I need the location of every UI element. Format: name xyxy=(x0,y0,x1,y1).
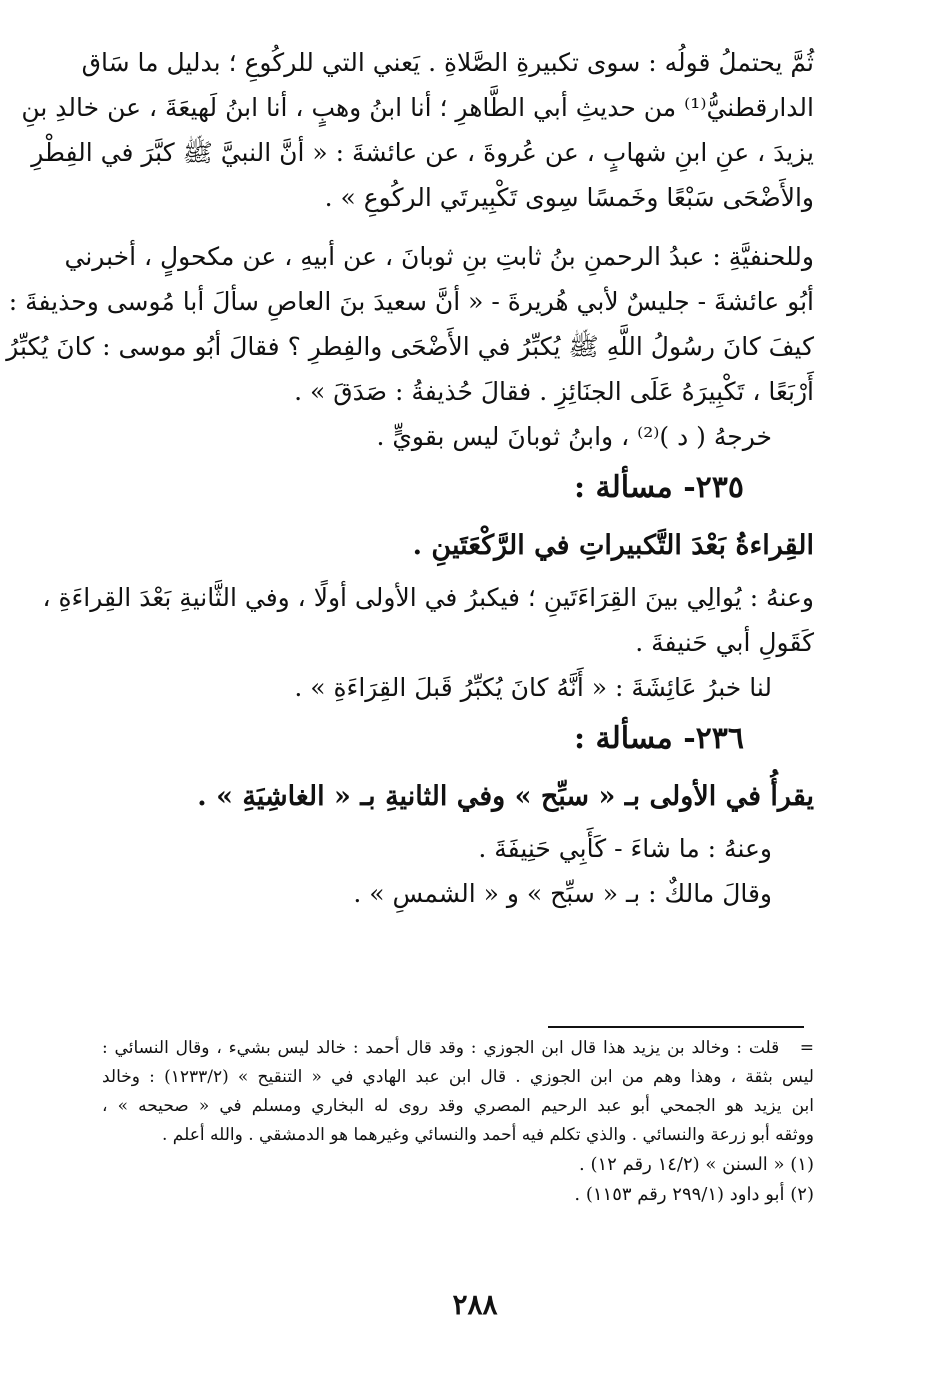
continuation-mark: = xyxy=(799,1038,814,1058)
issue-235-title: القِراءةُ بَعْدَ التَّكبيراتِ في الرَّكْعَتَينِ . xyxy=(412,530,814,561)
issue-236-text xyxy=(102,826,814,916)
text-line: أَرْبَعًا ، تَكْبِيرَهُ عَلَى الجنَائِزِ . فقالَ حُذيفةُ : صَدَقَ » . xyxy=(294,377,814,406)
issue-235-number: ٢٣٥- مسألة : xyxy=(574,470,744,505)
issue-235-text xyxy=(42,575,814,665)
issue-236-title: يقرأُ في الأولى بـ « سبِّح » وفي الثانيةِ بـ « الغاشِيَةِ » . xyxy=(197,781,814,812)
footnote-line: ابن يزيد هو الجمحي أبو عبد الرحيم المصري وقد روى له البخاري ومسلم في « صحيحه » ، xyxy=(102,1096,814,1116)
main-text xyxy=(6,40,814,916)
footnote-continuation xyxy=(102,1034,814,1150)
footnote-separator xyxy=(548,1026,804,1028)
footnote-line: ووثقه أبو زرعة والنسائي . والذي تكلم فيه أحمد والنسائي وغيرهما هو الدمشقي . والله أعلم . xyxy=(161,1125,814,1145)
footnote-1: (١) « السنن » (١٤/٢ رقم ١٢) . xyxy=(579,1154,814,1175)
text-line: كَقَولِ أبي حَنيفةَ . xyxy=(635,628,814,657)
text-line: وقالَ مالكٌ : بـ « سبِّح » و « الشمسِ » . xyxy=(353,879,772,908)
paragraph-3 xyxy=(102,414,814,459)
paragraph-2 xyxy=(6,234,814,414)
text-line: يزيدَ ، عنِ ابنِ شهابٍ ، عن عُروةَ ، عن عائشةَ : « أنَّ النبيَّ ﷺ كبَّرَ في الفِطْرِ xyxy=(31,138,814,167)
text-line: خرجهُ ( د )⁽²⁾ ، وابنُ ثوبانَ ليس بقويٍّ . xyxy=(376,422,772,451)
issue-235-proof xyxy=(102,665,814,710)
paragraph-1 xyxy=(21,40,814,220)
text-line: لنا خبرُ عَائِشَةَ : « أَنَّهُ كانَ يُكبِّرُ قَبلَ القِرَاءَةِ » . xyxy=(294,673,772,702)
footnote-line: = قلت : وخالد بن يزيد هذا قال ابن الجوزي : وقد قال أحمد : خالد ليس بشيء ، وقال النسائي : xyxy=(102,1038,814,1058)
text-line: وللحنفيَّةِ : عبدُ الرحمنِ بنُ ثابتِ بنِ ثوبانَ ، عن أبيهِ ، عن مكحولٍ ، أخبرني xyxy=(64,242,814,271)
footnote-2: (٢) أبو داود (٢٩٩/١ رقم ١١٥٣) . xyxy=(574,1184,814,1205)
text-line: وعنهُ : يُوالِي بينَ القِرَاءَتَينِ ؛ فيكبرُ في الأولى أولًا ، وفي الثَّانيةِ بَعْدَ القِراءَةِ ، xyxy=(42,583,814,612)
text-line: الدارقطنيُّ⁽¹⁾ من حديثِ أبي الطَّاهرِ ؛ أنا ابنُ وهبٍ ، أنا ابنُ لَهيعَةَ ، عن خالدِ بنِ xyxy=(21,93,814,122)
footnote-line: ليس بثقة ، وهذا وهم من ابن الجوزي . قال ابن عبد الهادي في « التنقيح » (١٢٣٣/٢) : وخالد xyxy=(102,1067,814,1087)
issue-236-number: ٢٣٦- مسألة : xyxy=(574,721,744,756)
footnotes xyxy=(102,1034,814,1210)
text-line: أبُو عائشةَ - جليسٌ لأبي هُريرةَ - « أنَّ سعيدَ بنَ العاصِ سألَ أبا مُوسى وحذيفةَ : xyxy=(8,287,814,316)
text-line: وعنهُ : ما شاءَ - كَأَبِي حَنِيفَةَ . xyxy=(478,834,772,863)
text-line: كيفَ كانَ رسُولُ اللَّهِ ﷺ يُكبِّرُ في الأَضْحَى والفِطرِ ؟ فقالَ أبُو موسى : كانَ يُكبِّرُ xyxy=(6,332,814,361)
text-line: والأَضْحَى سَبْعًا وخَمسًا سِوى تَكْبِيرتَي الركُوعِ » . xyxy=(324,183,814,212)
text-line: ثُمَّ يحتملُ قولُه : سوى تكبيرةِ الصَّلاةِ . يَعني التي للركُوعِ ؛ بدليل ما سَاق xyxy=(81,48,814,77)
page-number: ٢٨٨ xyxy=(452,1288,498,1321)
